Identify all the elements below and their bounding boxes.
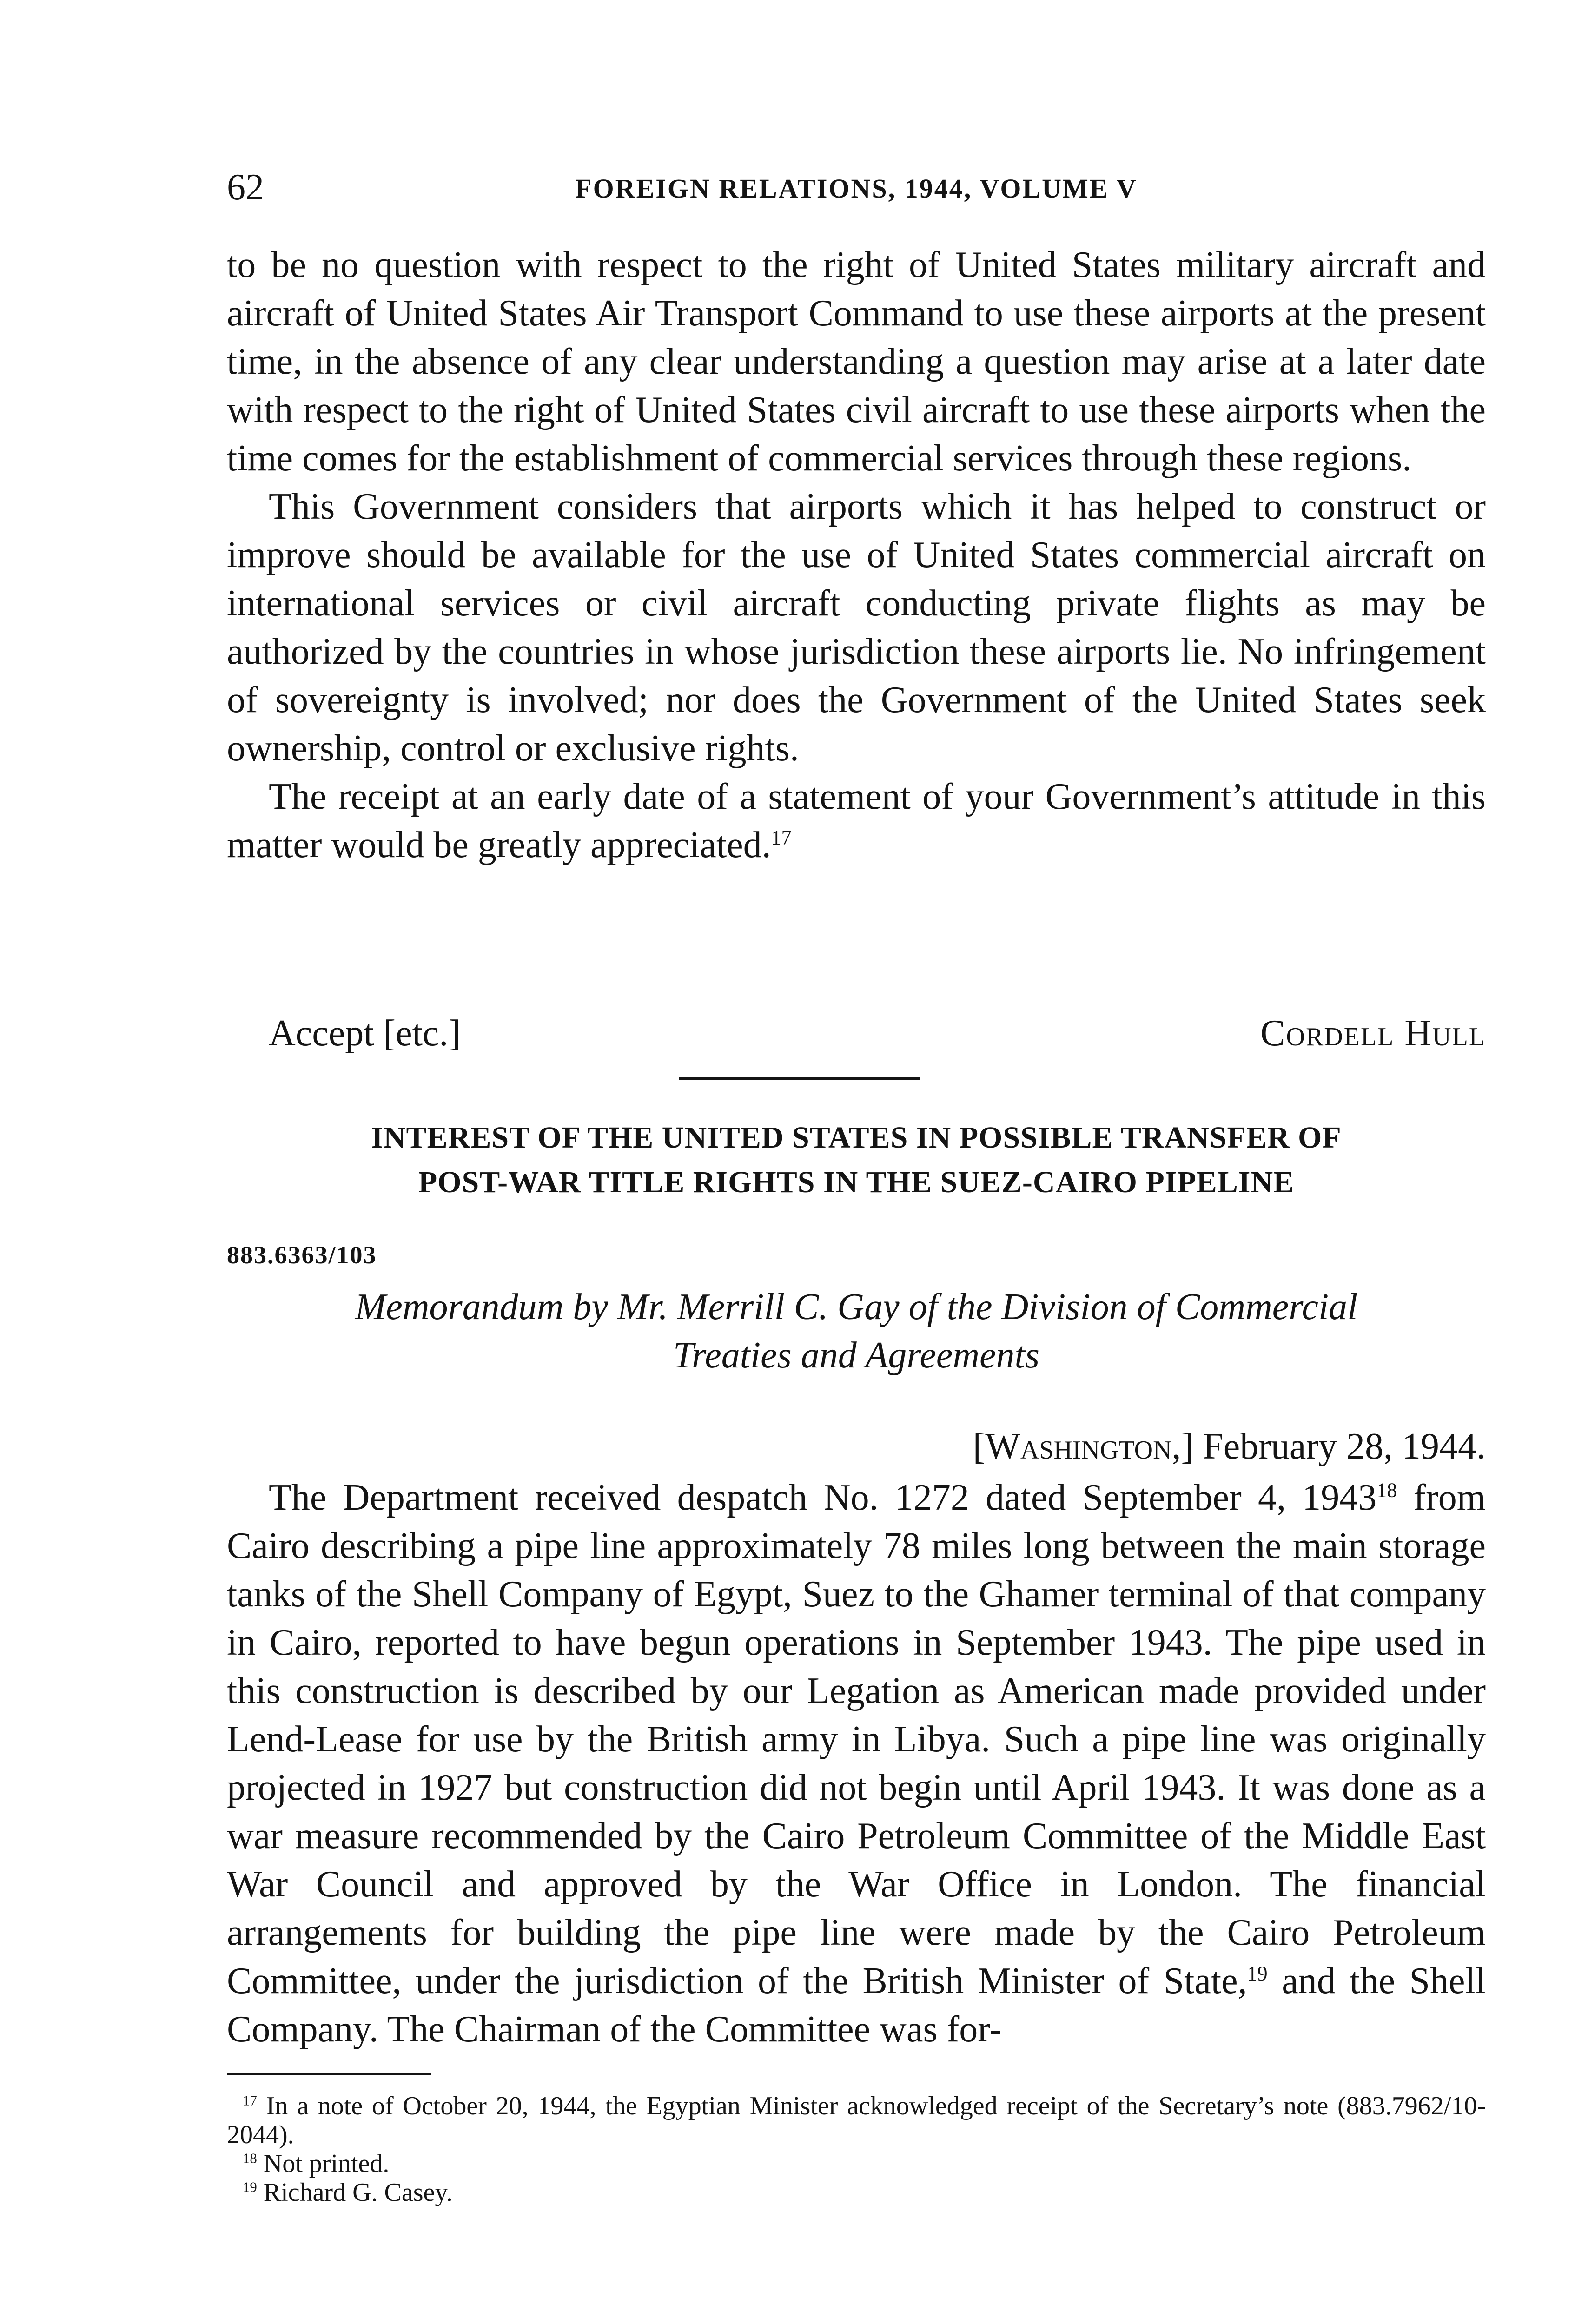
receipt-paragraph [227,772,1486,869]
footnote-text: Not printed. [263,2149,390,2178]
memo-text-3: and the Shell Company. The Chairman of the Committee was for- [227,1961,1486,2050]
section-divider [679,1077,920,1080]
signature: Cordell Hull [1260,1013,1486,1054]
running-title: FOREIGN RELATIONS, 1944, VOLUME V [575,173,1138,204]
footnote-rule [227,2073,431,2075]
footnotes [227,2092,1486,2207]
memo-text-1: The Department received despatch No. 1272 dated September 4, 1943 [269,1477,1377,1518]
footnote-18 [227,2149,1486,2178]
accept-etc: Accept [etc.] [269,1013,461,1054]
dateline-place: [Washington,] [973,1426,1194,1467]
dateline-date: February 28, 1944. [1203,1426,1486,1467]
letter-body [227,241,1486,869]
footnote-17 [227,2092,1486,2149]
footnote-ref-19: 19 [1247,1962,1268,1985]
memo-title-line-2: Treaties and Agreements [673,1335,1040,1376]
footnote-text: Richard G. Casey. [263,2178,453,2207]
footnote-ref-17: 17 [771,826,792,849]
footnote-text: In a note of October 20, 1944, the Egyptian Minister acknowledged receipt of the Secretary’s note (883.7962/10-2044). [227,2092,1486,2149]
policy-paragraph: This Government considers that airports which it has helped to construct or improve should be available for the use of United States commercial aircraft on international services or civil aircraft conducting private flights as may be authorized by the countries in whose jurisdiction these airports lie. No infringement of sovereignty is involved; nor does the Government of the United States seek ownership, control or exclusive rights. [227,486,1486,769]
dateline [973,1422,1486,1471]
footnote-number: 19 [243,2179,257,2195]
file-number: 883.6363/103 [227,1241,377,1269]
page-header [227,162,1486,213]
memo-text-2: from Cairo describing a pipe line approximately 78 miles long between the main storage tanks of the Shell Company of Egypt, Suez to the Ghamer terminal of that company in Cairo, reported to have begun operations in September 1943. The pipe used in this construction is described by our Legation as American made provided under Lend-Lease for use by the British army in Libya. Such a pipe line was originally projected in 1927 but construction did not begin until April 1943. It was done as a war measure recommended by the Cairo Petroleum Committee of the Middle East War Council and approved by the War Office in London. The financial arrangements for building the pipe line were made by the Cairo Petroleum Committee, under the jurisdiction of the British Minister of State, [227,1477,1486,2001]
memo-title [227,1283,1486,1380]
footnote-number: 17 [243,2093,257,2109]
memo-title-line-1: Memorandum by Mr. Merrill C. Gay of the Division of Commercial [355,1287,1358,1327]
memo-paragraph [227,1473,1486,2053]
footnote-number: 18 [243,2150,257,2166]
footnote-19 [227,2178,1486,2207]
section-heading [227,1116,1486,1205]
continuation-paragraph: to be no question with respect to the right of United States military aircraft and aircraft of United States Air Transport Command to use these airports at the present time, in the absence of any clear understanding a question may arise at a later date with respect to the right of United States civil aircraft to use these airports when the time comes for the establishment of commercial services through these regions. [227,244,1486,479]
footnote-ref-18: 18 [1376,1479,1397,1502]
memo-body [227,1473,1486,2053]
section-heading-line-1: INTEREST OF THE UNITED STATES IN POSSIBLE TRANSFER OF [371,1121,1342,1155]
section-heading-line-2: POST-WAR TITLE RIGHTS IN THE SUEZ-CAIRO PIPELINE [418,1165,1295,1199]
letter-closing [227,1008,1486,1059]
page-number: 62 [227,167,264,208]
receipt-text: The receipt at an early date of a statement of your Government’s attitude in this matter would be greatly appreciated. [227,776,1486,865]
